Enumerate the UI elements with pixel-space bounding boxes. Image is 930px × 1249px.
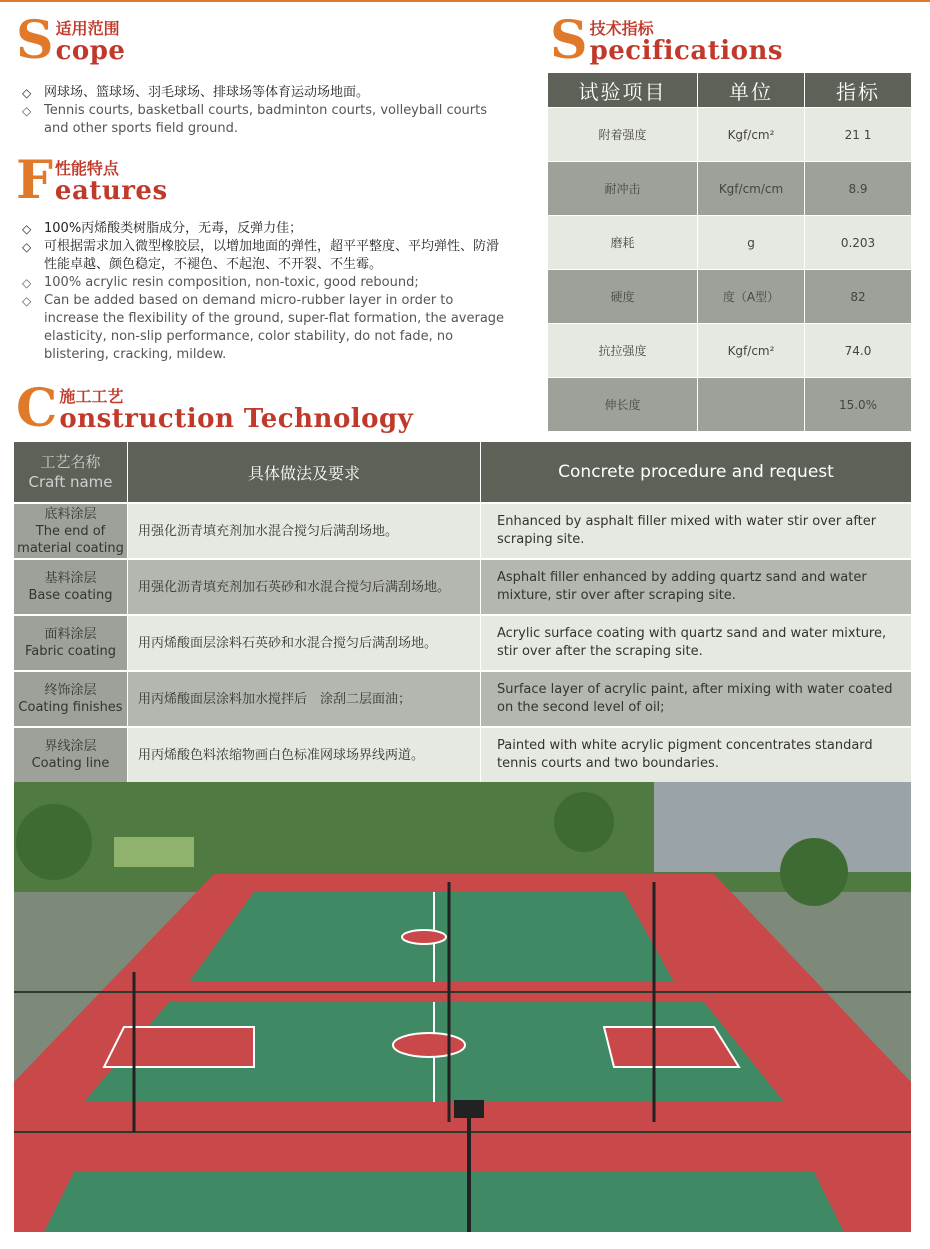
features-heading xyxy=(16,150,168,211)
table-row xyxy=(14,726,912,782)
procedure-en: Enhanced by asphalt filler mixed with water stir over after scraping site. xyxy=(481,504,912,558)
spec-value: 74.0 xyxy=(805,323,912,377)
table-row xyxy=(14,670,912,726)
list-item-text: 100%丙烯酸类树脂成分，无毒，反弹力佳； xyxy=(44,221,303,236)
list-item xyxy=(22,102,502,138)
list-item xyxy=(22,274,510,292)
list-item-text: 网球场、篮球场、羽毛球场、排球场等体育运动场地面。 xyxy=(44,85,370,100)
craft-name xyxy=(14,728,128,782)
construction-initial: C xyxy=(16,378,58,439)
craft-name-en: Coating finishes xyxy=(18,700,123,715)
construction-table xyxy=(14,442,912,782)
craft-name-en: Base coating xyxy=(28,588,113,603)
table-header xyxy=(14,442,912,502)
column-header xyxy=(14,442,128,502)
table-header xyxy=(548,73,912,107)
procedure-cn: 用强化沥青填充剂加石英砂和水混合搅匀后满刮场地。 xyxy=(128,560,481,614)
spec-value: 0.203 xyxy=(805,215,912,269)
center-circle xyxy=(393,1033,465,1057)
craft-name-cn: 终饰涂层 xyxy=(44,683,97,698)
procedure-cn: 用丙烯酸面层涂料加水搅拌后 涂刮二层面油； xyxy=(128,672,481,726)
scope-title-en: cope xyxy=(55,36,126,66)
floodlight xyxy=(454,1100,484,1118)
craft-name xyxy=(14,672,128,726)
list-item xyxy=(22,220,510,238)
spec-value: 8.9 xyxy=(805,161,912,215)
tennis-court xyxy=(44,1172,844,1232)
list-item-text: Can be added based on demand micro-rubber layer in order to increase the flexibility of the ground, super-flat formation, the average elasticity, non-slip performance, color stability, do not fade, no blistering, cracking, mildew. xyxy=(44,293,505,362)
procedure-cn: 用丙烯酸色料浓缩物画白色标准网球场界线两道。 xyxy=(128,728,481,782)
key-area xyxy=(104,1027,254,1067)
table-row xyxy=(548,215,912,269)
scope-list xyxy=(22,84,502,138)
scope-heading xyxy=(16,10,126,71)
bullet-marker: ◇ xyxy=(22,294,32,308)
table-row xyxy=(548,107,912,161)
construction-title-cn: 施工工艺 xyxy=(59,387,124,406)
key-area xyxy=(604,1027,739,1067)
scope-title-cn: 适用范围 xyxy=(55,19,120,38)
table-row xyxy=(14,502,912,558)
spec-item: 磨耗 xyxy=(548,215,698,269)
tree xyxy=(16,804,92,880)
specifications-heading xyxy=(550,10,784,71)
bullet-marker: ◇ xyxy=(22,104,32,118)
specifications-table xyxy=(548,73,912,431)
craft-name-en: Fabric coating xyxy=(24,644,116,659)
procedure-en: Acrylic surface coating with quartz sand and water mixture, stir over after the scraping site. xyxy=(481,616,912,670)
spec-unit: Kgf/cm/cm xyxy=(698,161,805,215)
sports-court-photo xyxy=(14,782,911,1232)
bullet-marker: ◇ xyxy=(22,86,32,100)
craft-name-en: Coating line xyxy=(31,756,110,771)
craft-name xyxy=(14,560,128,614)
specifications-title-cn: 技术指标 xyxy=(589,19,654,38)
column-header: 指标 xyxy=(805,73,912,107)
craft-name-cn: 面料涂层 xyxy=(44,627,97,642)
column-header: 试验项目 xyxy=(548,73,698,107)
construction-title-en: onstruction Technology xyxy=(59,404,414,434)
table-row xyxy=(548,161,912,215)
spec-item: 抗拉强度 xyxy=(548,323,698,377)
column-header-en: Craft name xyxy=(28,473,113,491)
spec-unit: Kgf/cm² xyxy=(698,323,805,377)
bullet-marker: ◇ xyxy=(22,276,32,290)
column-header: Concrete procedure and request xyxy=(481,442,912,502)
procedure-cn: 用丙烯酸面层涂料石英砂和水混合搅匀后满刮场地。 xyxy=(128,616,481,670)
list-item xyxy=(22,84,502,102)
craft-name-cn: 界线涂层 xyxy=(44,739,97,754)
spec-value: 82 xyxy=(805,269,912,323)
procedure-en: Asphalt filler enhanced by adding quartz sand and water mixture, stir over after scraping site. xyxy=(481,560,912,614)
features-initial: F xyxy=(16,150,53,211)
bullet-marker: ◇ xyxy=(22,222,32,236)
spec-item: 耐冲击 xyxy=(548,161,698,215)
craft-name xyxy=(14,504,128,558)
list-item xyxy=(22,238,510,274)
specifications-title-en: pecifications xyxy=(589,36,784,66)
table-row xyxy=(548,269,912,323)
specifications-initial: S xyxy=(550,10,588,71)
top-accent-line xyxy=(0,0,930,2)
spec-value: 21 1 xyxy=(805,107,912,161)
table-row xyxy=(548,377,912,431)
features-title-en: eatures xyxy=(54,176,168,206)
center-circle xyxy=(402,930,446,944)
table-row xyxy=(14,558,912,614)
table-row xyxy=(548,323,912,377)
column-header-cn: 工艺名称 xyxy=(40,453,101,471)
column-header: 具体做法及要求 xyxy=(128,442,481,502)
list-item-text: 可根据需求加入微型橡胶层，以增加地面的弹性，超平平整度、平均弹性、防滑性能卓越、颜色稳定，不褪色、不起泡、不开裂、不生霉。 xyxy=(44,239,500,272)
bullet-marker: ◇ xyxy=(22,240,32,254)
tree xyxy=(554,792,614,852)
column-header: 单位 xyxy=(698,73,805,107)
procedure-en: Surface layer of acrylic paint, after mixing with water coated on the second level of oil; xyxy=(481,672,912,726)
spec-unit: g xyxy=(698,215,805,269)
scope-initial: S xyxy=(16,10,54,71)
list-item xyxy=(22,292,510,364)
spec-unit: Kgf/cm² xyxy=(698,107,805,161)
construction-heading xyxy=(16,378,414,439)
list-item-text: 100% acrylic resin composition, non-toxic, good rebound; xyxy=(44,275,419,290)
lawn xyxy=(114,837,194,867)
spec-unit: 度（A型） xyxy=(698,269,805,323)
spec-item: 硬度 xyxy=(548,269,698,323)
table-row xyxy=(14,614,912,670)
procedure-en: Painted with white acrylic pigment concentrates standard tennis courts and two boundaries. xyxy=(481,728,912,782)
procedure-cn: 用强化沥青填充剂加水混合搅匀后满刮场地。 xyxy=(128,504,481,558)
features-list xyxy=(22,220,510,364)
craft-name-en: The end of material coating xyxy=(17,523,124,556)
features-title-cn: 性能特点 xyxy=(54,159,119,178)
spec-item: 伸长度 xyxy=(548,377,698,431)
craft-name-cn: 基料涂层 xyxy=(44,571,97,586)
spec-unit xyxy=(698,377,805,431)
list-item-text: Tennis courts, basketball courts, badminton courts, volleyball courts and other sports field ground. xyxy=(44,103,488,136)
tree xyxy=(780,838,848,906)
craft-name xyxy=(14,616,128,670)
road xyxy=(654,782,911,872)
spec-value: 15.0% xyxy=(805,377,912,431)
craft-name-cn: 底料涂层 xyxy=(44,506,97,522)
spec-item: 附着强度 xyxy=(548,107,698,161)
